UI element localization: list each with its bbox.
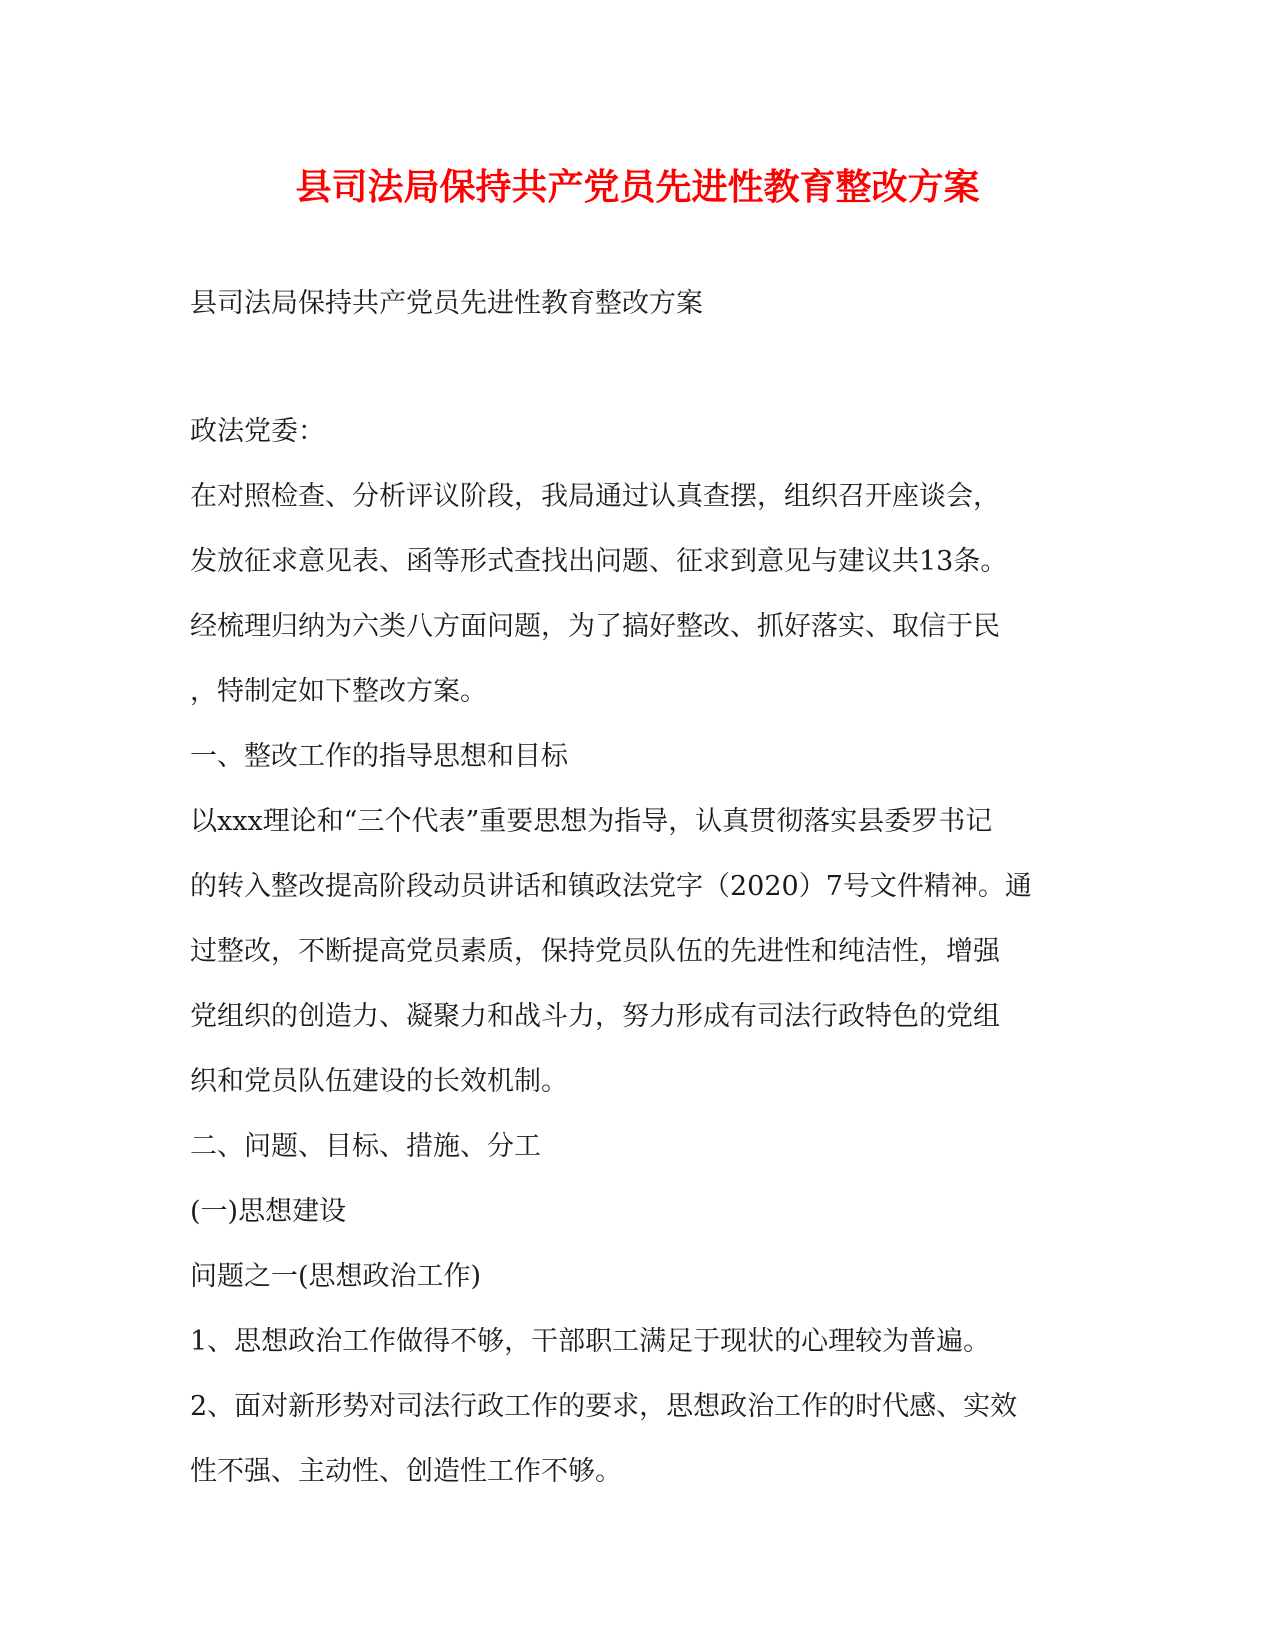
list-item: 2、面对新形势对司法行政工作的要求，思想政治工作的时代感、实效: [190, 1391, 1018, 1422]
list-item: 性不强、主动性、创造性工作不够。: [190, 1456, 622, 1487]
body-line: ，特制定如下整改方案。: [190, 676, 487, 707]
list-item: 1、思想政治工作做得不够，干部职工满足于现状的心理较为普遍。: [190, 1326, 991, 1357]
salutation-line: 政法党委：: [190, 416, 325, 447]
body-line: 在对照检查、分析评议阶段，我局通过认真查摆，组织召开座谈会，: [190, 481, 1000, 512]
problem-heading: 问题之一(思想政治工作): [190, 1261, 482, 1292]
body-line: 的转入整改提高阶段动员讲话和镇政法党字（2020）7号文件精神。通: [190, 871, 1032, 902]
document-body: [190, 412, 1090, 1517]
section-heading: 一、整改工作的指导思想和目标: [190, 741, 568, 772]
document-subtitle: 县司法局保持共产党员先进性教育整改方案: [190, 288, 703, 319]
section-heading: 二、问题、目标、措施、分工: [190, 1131, 541, 1162]
body-line: 经梳理归纳为六类八方面问题，为了搞好整改、抓好落实、取信于民: [190, 611, 1000, 642]
subsection-heading: (一)思想建设: [190, 1196, 347, 1227]
body-line: 以xxx理论和“三个代表”重要思想为指导，认真贯彻落实县委罗书记: [190, 806, 993, 837]
body-line: 党组织的创造力、凝聚力和战斗力，努力形成有司法行政特色的党组: [190, 1001, 1000, 1032]
body-line: 织和党员队伍建设的长效机制。: [190, 1066, 568, 1097]
document-title: 县司法局保持共产党员先进性教育整改方案: [295, 167, 980, 208]
body-line: 发放征求意见表、函等形式查找出问题、征求到意见与建议共13条。: [190, 546, 1008, 577]
body-line: 过整改，不断提高党员素质，保持党员队伍的先进性和纯洁性，增强: [190, 936, 1000, 967]
